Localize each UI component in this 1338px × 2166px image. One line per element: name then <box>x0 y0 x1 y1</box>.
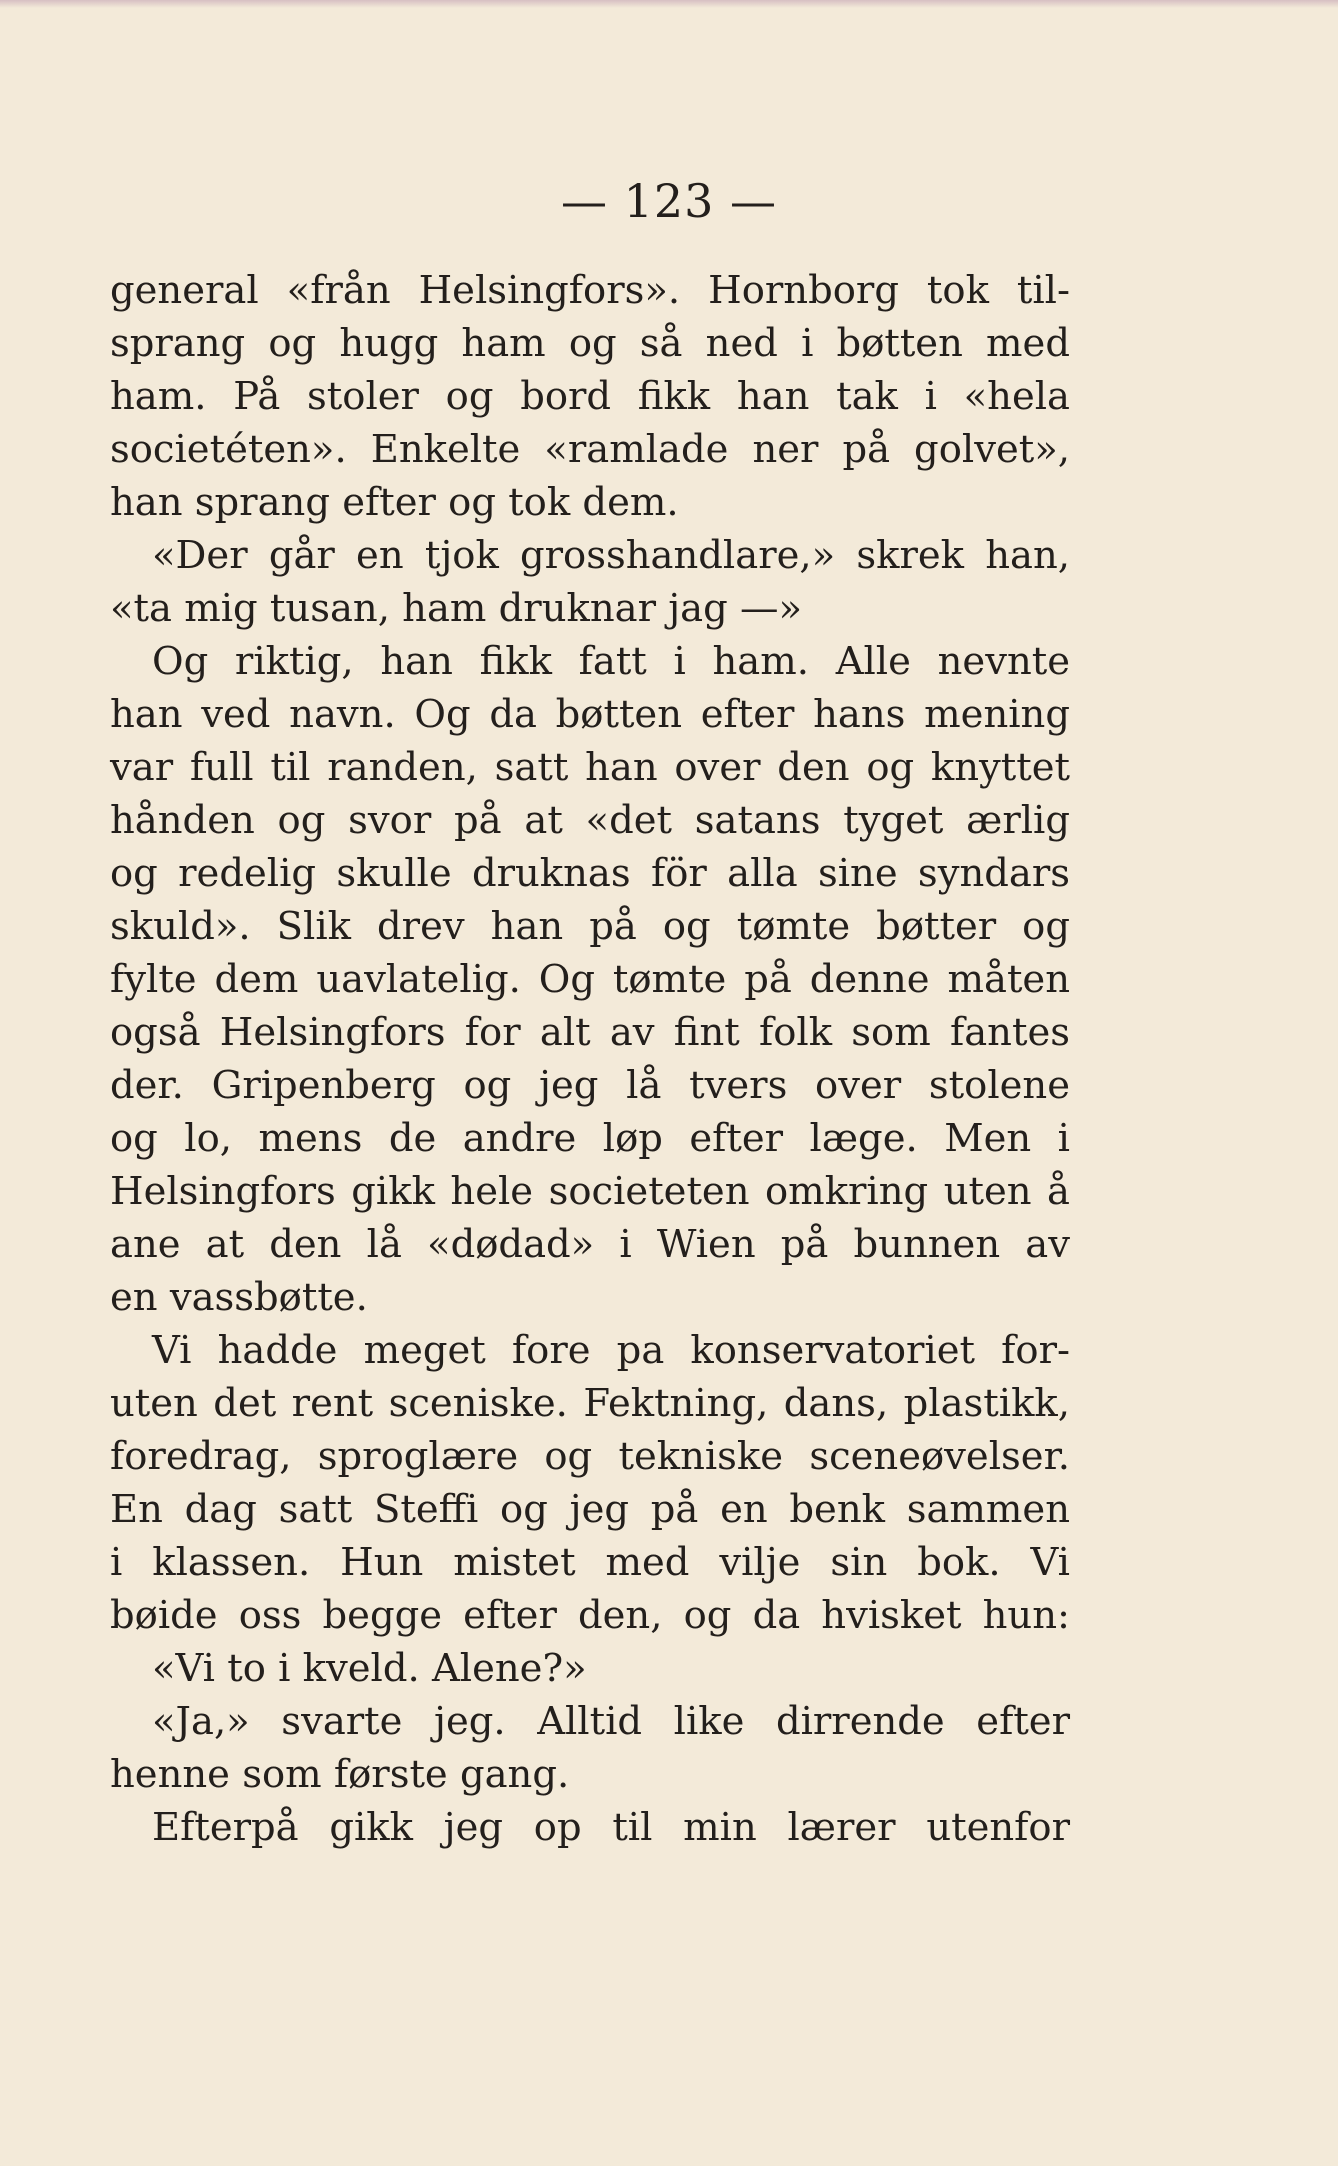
text-line: der. Gripenberg og jeg lå tvers over stolene <box>110 1063 1070 1108</box>
text-line: «ta mig tusan, ham druknar jag —» <box>110 586 803 631</box>
page-top-edge <box>0 0 1338 8</box>
text-line: henne som første gang. <box>110 1752 570 1797</box>
text-line: Vi hadde meget fore pa konservatoriet for- <box>152 1328 1070 1373</box>
text-line: societéten». Enkelte «ramlade ner på golvet», <box>110 427 1070 472</box>
text-line: «Vi to i kveld. Alene?» <box>152 1646 587 1691</box>
text-line: «Ja,» svarte jeg. Alltid like dirrende efter <box>152 1699 1070 1744</box>
text-line: var full til randen, satt han over den og knyttet <box>110 745 1070 790</box>
text-line: foredrag, sproglære og tekniske sceneøvelser. <box>110 1434 1070 1479</box>
text-line: og redelig skulle druknas för alla sine syndars <box>110 851 1070 896</box>
text-line: også Helsingfors for alt av fint folk som fantes <box>110 1010 1070 1055</box>
text-line: «Der går en tjok grosshandlare,» skrek han, <box>152 533 1070 578</box>
text-line: ane at den lå «dødad» i Wien på bunnen av <box>110 1222 1070 1267</box>
text-line: general «från Helsingfors». Hornborg tok til- <box>110 268 1070 313</box>
text-line: fylte dem uavlatelig. Og tømte på denne måten <box>110 957 1070 1002</box>
text-line: og lo, mens de andre løp efter læge. Men i <box>110 1116 1070 1161</box>
text-line: Og riktig, han fikk fatt i ham. Alle nevnte <box>152 639 1070 684</box>
text-line: skuld». Slik drev han på og tømte bøtter og <box>110 904 1070 949</box>
text-line: i klassen. Hun mistet med vilje sin bok. Vi <box>110 1540 1070 1585</box>
body-text <box>110 264 1070 1854</box>
text-line: uten det rent sceniske. Fektning, dans, plastikk, <box>110 1381 1070 1426</box>
text-line: Helsingfors gikk hele societeten omkring uten å <box>110 1169 1070 1214</box>
text-line: han ved navn. Og da bøtten efter hans mening <box>110 692 1070 737</box>
page-number: — 123 — <box>560 174 778 228</box>
text-line: En dag satt Steffi og jeg på en benk sammen <box>110 1487 1070 1532</box>
text-line: bøide oss begge efter den, og da hvisket hun: <box>110 1593 1070 1638</box>
text-line: hånden og svor på at «det satans tyget ærlig <box>110 798 1070 843</box>
text-line: Efterpå gikk jeg op til min lærer utenfor <box>152 1805 1070 1850</box>
text-line: ham. På stoler og bord fikk han tak i «hela <box>110 374 1070 419</box>
text-line: en vassbøtte. <box>110 1275 368 1320</box>
text-line: han sprang efter og tok dem. <box>110 480 679 525</box>
text-line: sprang og hugg ham og så ned i bøtten med <box>110 321 1070 366</box>
